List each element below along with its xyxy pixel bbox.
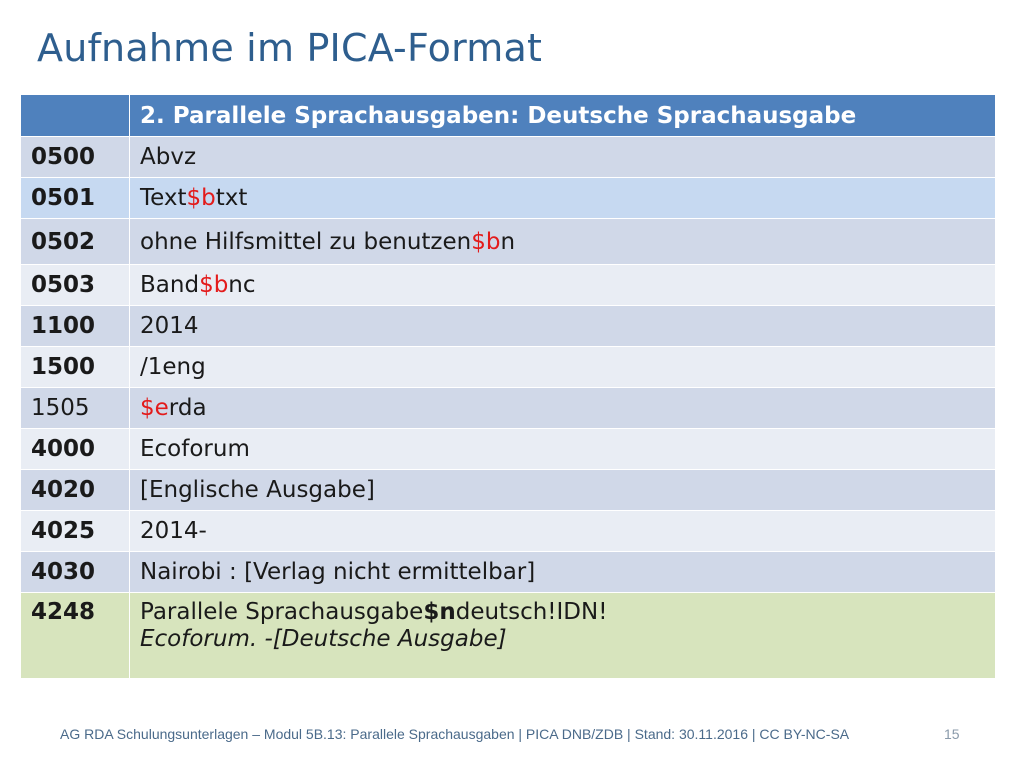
field-content: Band$bnc (130, 265, 996, 306)
table-row-highlighted (21, 593, 996, 679)
table-row (21, 137, 996, 178)
field-code: 0503 (21, 265, 130, 306)
field-content: Abvz (130, 137, 996, 178)
field-code: 4020 (21, 470, 130, 511)
field-code: 4000 (21, 429, 130, 470)
field-content: [Englische Ausgabe] (130, 470, 996, 511)
field-second-line: Ecoforum. -[Deutsche Ausgabe] (140, 626, 507, 652)
table-row (21, 552, 996, 593)
table-row (21, 388, 996, 429)
field-code: 0501 (21, 178, 130, 219)
table-row (21, 511, 996, 552)
field-code: 4025 (21, 511, 130, 552)
table-row (21, 265, 996, 306)
table-header-row (21, 95, 996, 137)
table-row (21, 219, 996, 265)
field-content: 2014- (130, 511, 996, 552)
field-content: Nairobi : [Verlag nicht ermittelbar] (130, 552, 996, 593)
field-content: /1eng (130, 347, 996, 388)
field-content: 2014 (130, 306, 996, 347)
table-row (21, 429, 996, 470)
header-code-cell (21, 95, 130, 137)
table-row (21, 470, 996, 511)
field-code: 4030 (21, 552, 130, 593)
subfield-code: $e (140, 395, 169, 421)
subfield-code: $b (471, 228, 501, 255)
field-content: Parallele Sprachausgabe$ndeutsch!IDN! Ecoforum. -[Deutsche Ausgabe] (130, 593, 996, 679)
field-content: ohne Hilfsmittel zu benutzen$bn (130, 219, 996, 265)
field-code: 1500 (21, 347, 130, 388)
field-code: 0500 (21, 137, 130, 178)
pica-record-table (20, 94, 996, 679)
field-code: 0502 (21, 219, 130, 265)
slide-title: Aufnahme im PICA-Format (37, 26, 543, 70)
field-code: 4248 (21, 593, 130, 679)
subfield-code: $b (186, 185, 216, 211)
table-row (21, 306, 996, 347)
table-row (21, 347, 996, 388)
page-number: 15 (944, 726, 960, 742)
field-content: Ecoforum (130, 429, 996, 470)
field-code: 1505 (21, 388, 130, 429)
subfield-code: $b (199, 272, 229, 298)
field-content: Text$btxt (130, 178, 996, 219)
field-content: $erda (130, 388, 996, 429)
header-content-cell: 2. Parallele Sprachausgaben: Deutsche Sprachausgabe (130, 95, 996, 137)
slide-footer: AG RDA Schulungsunterlagen – Modul 5B.13: Parallele Sprachausgaben | PICA DNB/ZDB | Stand: 30.11.2016 | CC BY-NC-SA (60, 726, 850, 742)
table-row (21, 178, 996, 219)
subfield-code: $n (423, 599, 456, 625)
field-code: 1100 (21, 306, 130, 347)
